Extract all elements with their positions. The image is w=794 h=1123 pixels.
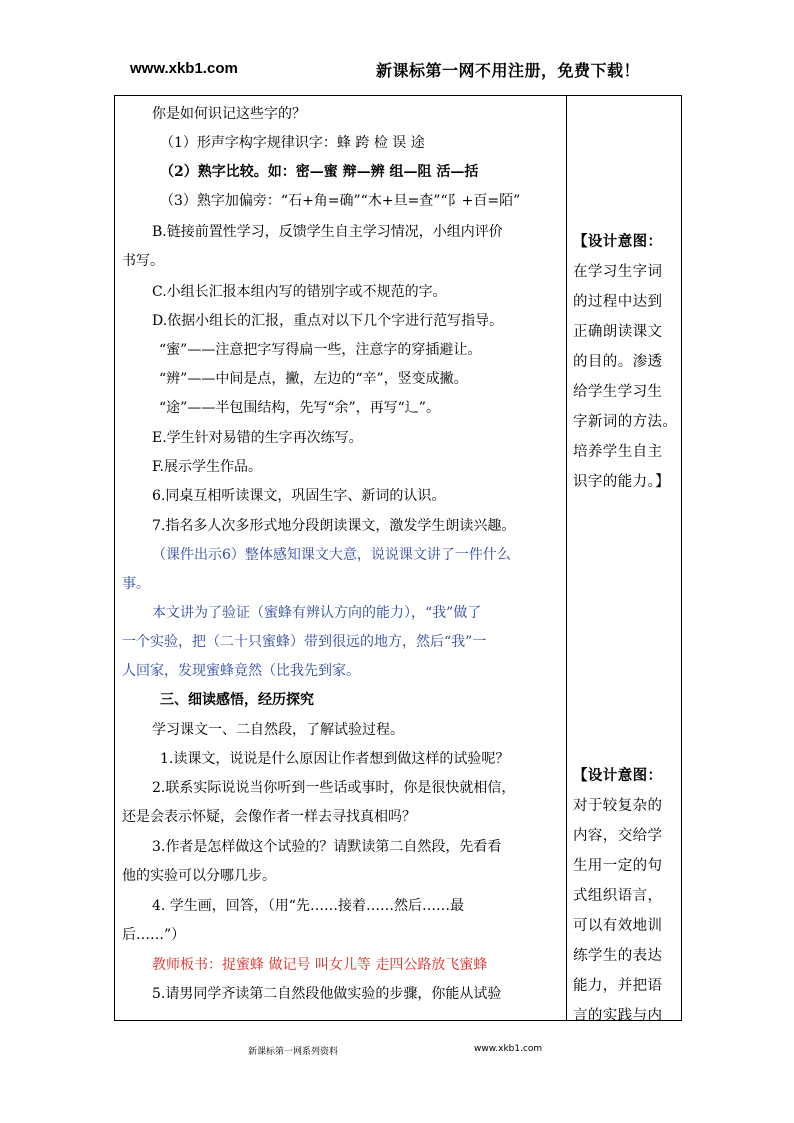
body-line: （3）熟字加偏旁：“石+角=确”“木+旦=查”“阝+百=陌” <box>160 193 521 209</box>
footer-url[interactable]: www.xkb1.com <box>474 1044 543 1054</box>
body-line: 2.联系实际说说当你听到一些话或事时，你是很快就相信， <box>152 780 516 796</box>
body-line: 5.请男同学齐读第二自然段他做实验的步骤，你能从试验 <box>152 986 502 1002</box>
body-line: （课件出示6）整体感知课文大意，说说课文讲了一件什么 <box>152 547 511 563</box>
footer-series: 新课标第一网系列资料 <box>248 1047 339 1057</box>
design-note-line: 正确朗读课文 <box>573 324 663 340</box>
body-line: 人回家，发现蜜蜂竟然（比我先到家。 <box>122 663 360 679</box>
site-url[interactable]: www.xkb1.com <box>130 60 238 77</box>
design-note-line: 能力，并把语 <box>573 978 663 994</box>
body-line: B.链接前置性学习，反馈学生自主学习情况，小组内评价 <box>152 224 503 240</box>
site-slogan: 新课标第一网不用注册，免费下载！ <box>376 61 641 80</box>
design-note-line: 生用一定的句 <box>573 858 663 874</box>
body-line: E.学生针对易错的生字再次练写。 <box>152 430 363 446</box>
design-note-line: 培养学生自主 <box>573 444 663 460</box>
design-note-line: 识字的能力。】 <box>573 474 671 490</box>
lesson-content-column <box>115 96 566 1020</box>
body-line: 书写。 <box>122 253 164 269</box>
design-note-line: 内容，交给学 <box>573 828 663 844</box>
design-note-line: 练学生的表达 <box>573 948 663 964</box>
lesson-table <box>114 95 682 1024</box>
body-line: 后……”） <box>122 927 186 943</box>
body-line: “途”——半包围结构，先写“余”，再写“辶”。 <box>159 400 440 416</box>
design-note-line: 言的实践与内 <box>573 1008 663 1024</box>
design-note-line: 【设计意图： <box>573 233 663 250</box>
body-line: 6.同桌互相听读课文，巩固生字、新词的认识。 <box>152 488 446 504</box>
body-line: “辨”——中间是点，撇，左边的“辛”，竖变成撇。 <box>159 371 468 387</box>
design-note-line: 的目的。渗透 <box>573 354 663 370</box>
design-note-line: 字新词的方法。 <box>573 414 678 430</box>
design-note-line: 【设计意图： <box>573 767 663 784</box>
body-line: （2）熟字比较。如：密—蜜 辩—辨 组—阻 活—括 <box>160 164 479 180</box>
design-note-line: 给学生学习生 <box>573 384 663 400</box>
body-line: D.依据小组长的汇报，重点对以下几个字进行范写指导。 <box>152 313 504 329</box>
body-line: 你是如何识记这些字的？ <box>152 106 306 122</box>
design-note-line: 的过程中达到 <box>573 294 663 310</box>
body-line: F.展示学生作品。 <box>152 459 262 475</box>
body-line: 1.读课文，说说是什么原因让作者想到做这样的试验呢？ <box>160 751 510 767</box>
design-note-line: 对于较复杂的 <box>573 798 663 814</box>
body-line: 本文讲为了验证（蜜蜂有辨认方向的能力），“我”做了 <box>152 605 482 621</box>
body-line: 一个实验，把（二十只蜜蜂）带到很远的地方，然后“我”一 <box>122 634 487 650</box>
body-line: 7.指名多人次多形式地分段朗读课文，激发学生朗读兴趣。 <box>152 518 516 534</box>
body-line: 三、细读感悟，经历探究 <box>160 692 314 708</box>
design-note-line: 可以有效地训 <box>573 918 663 934</box>
column-divider <box>566 96 567 1020</box>
design-note-line: 在学习生字词 <box>573 264 663 280</box>
body-line: 教师板书：捉蜜蜂 做记号 叫女儿等 走四公路放飞蜜蜂 <box>152 957 488 973</box>
body-line: 4. 学生画，回答，（用“先……接着……然后……最 <box>152 898 464 914</box>
body-line: “蜜”——注意把字写得扁一些，注意字的穿插避让。 <box>159 342 482 358</box>
body-line: 3.作者是怎样做这个试验的？请默读第二自然段，先看看 <box>152 839 502 855</box>
body-line: 还是会表示怀疑，会像作者一样去寻找真相吗？ <box>122 809 416 825</box>
body-line: 他的实验可以分哪几步。 <box>122 868 276 884</box>
body-line: 学习课文一、二自然段，了解试验过程。 <box>152 722 404 738</box>
body-line: C.小组长汇报本组内写的错别字或不规范的字。 <box>152 284 447 300</box>
body-line: （1）形声字构字规律识字：蜂 跨 检 误 途 <box>160 135 425 151</box>
body-line: 事。 <box>122 576 150 592</box>
design-note-line: 式组织语言， <box>573 888 663 904</box>
